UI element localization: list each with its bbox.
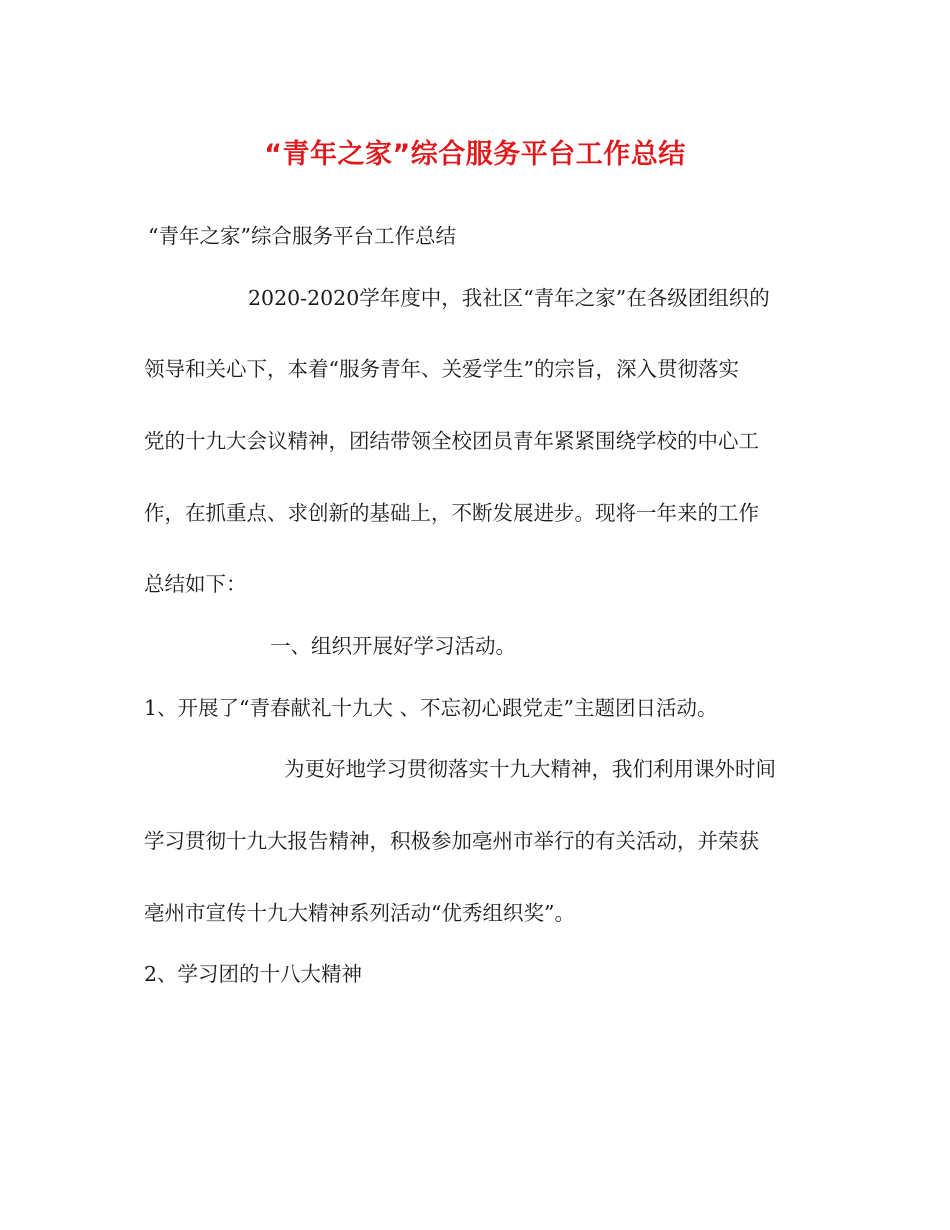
subsection-heading: 1、开展了“青春献礼十九大 、不忘初心跟党走”主题团日活动。 [144,696,718,720]
paragraph-line: 为更好地学习贯彻落实十九大精神，我们利用课外时间 [284,757,776,781]
paragraph-line: 党的十九大会议精神，团结带领全校团员青年紧紧围绕学校的中心工 [144,429,759,453]
paragraph-line: 总结如下： [144,572,247,596]
paragraph-line: 亳州市宣传十九大精神系列活动“优秀组织奖”。 [144,901,575,925]
paragraph-line: 作，在抓重点、求创新的基础上，不断发展进步。现将一年来的工作 [144,501,759,525]
section-heading: 一、组织开展好学习活动。 [270,634,516,658]
subtitle-line: “青年之家”综合服务平台工作总结 [148,224,456,248]
paragraph-line: 领导和关心下，本着“服务青年、关爱学生”的宗旨，深入贯彻落实 [144,357,739,381]
paragraph-line: 2020-2020学年度中，我社区“青年之家”在各级团组织的 [248,286,770,310]
document-title: “青年之家”综合服务平台工作总结 [264,139,686,170]
paragraph-line: 学习贯彻十九大报告精神，积极参加亳州市举行的有关活动，并荣获 [144,829,759,853]
subsection-heading: 2、学习团的十八大精神 [144,962,363,986]
